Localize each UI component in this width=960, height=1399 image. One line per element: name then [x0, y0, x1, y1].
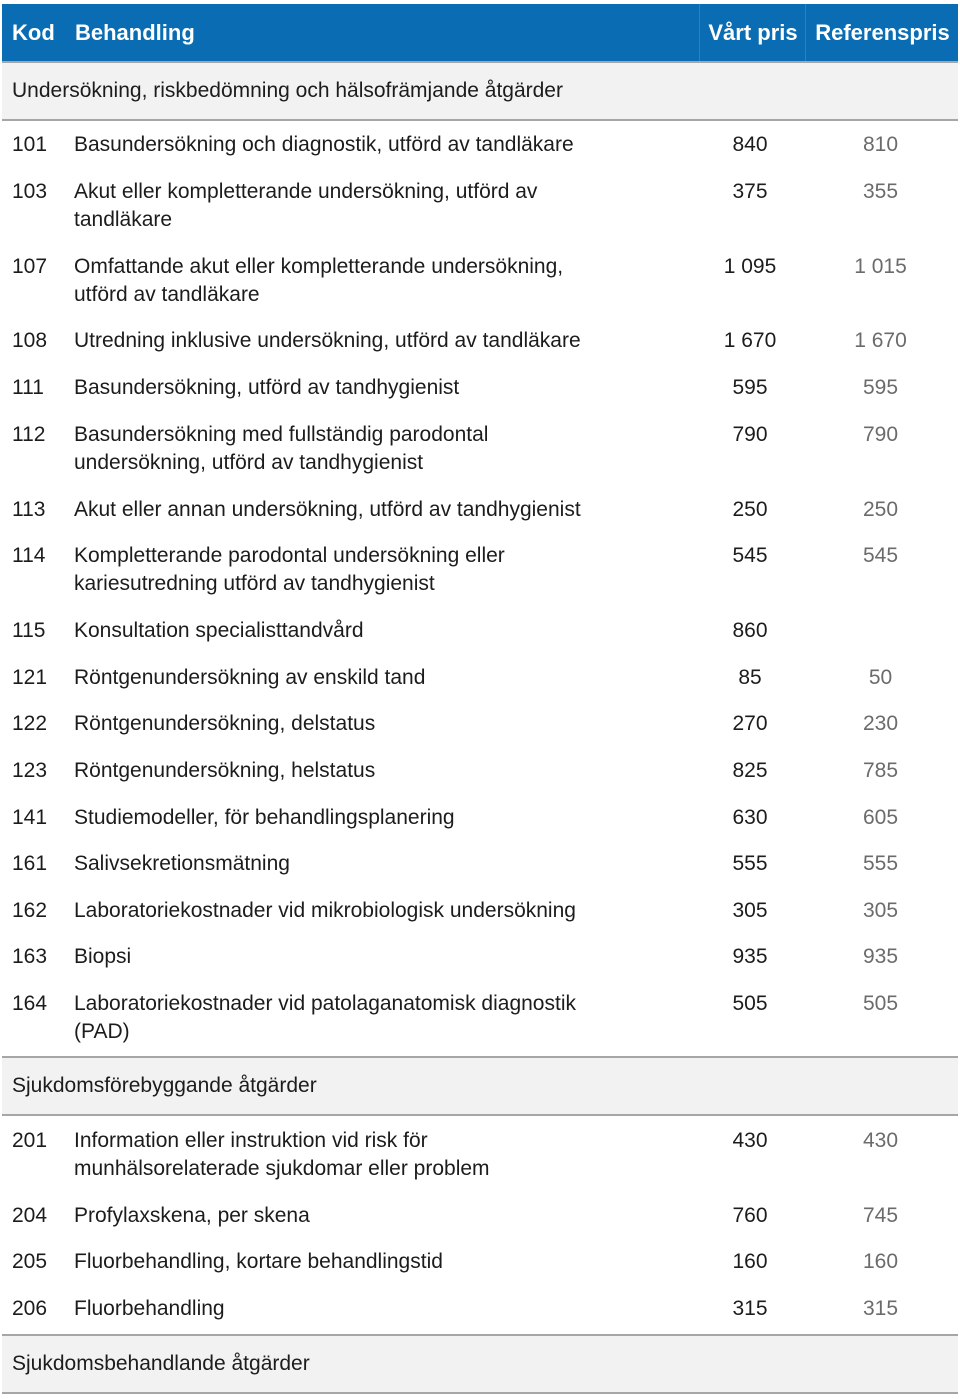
- section-header: [2, 1056, 958, 1116]
- row-description: Röntgenundersökning, helstatus: [74, 759, 376, 782]
- row-description: Konsultation specialisttandvård: [74, 619, 364, 642]
- row-price: 545: [732, 544, 768, 567]
- row-description: Biopsi: [74, 945, 132, 968]
- row-description: Utredning inklusive undersökning, utförd av tandläkare: [74, 329, 581, 352]
- row-price: 935: [732, 945, 768, 968]
- row-price: 840: [732, 133, 768, 156]
- row-code: 163: [12, 945, 48, 968]
- row-description: Profylaxskena, per skena: [74, 1204, 310, 1227]
- row-price: 270: [732, 712, 768, 735]
- row-description: Akut eller kompletterande undersökning, utförd av tandläkare: [74, 180, 538, 231]
- row-reference-price: 595: [862, 376, 899, 399]
- row-description: Röntgenundersökning, delstatus: [74, 712, 376, 735]
- row-price: 595: [732, 376, 768, 399]
- row-price: 860: [732, 619, 768, 642]
- row-price: 630: [732, 806, 768, 829]
- row-price: 825: [732, 759, 768, 782]
- row-reference-price: 785: [862, 759, 899, 782]
- row-reference-price: 505: [862, 992, 899, 1015]
- section-title: Sjukdomsbehandlande åtgärder: [12, 1352, 310, 1375]
- row-description: Basundersökning, utförd av tandhygienist: [74, 376, 460, 399]
- row-reference-price: 790: [862, 423, 899, 446]
- row-description: Fluorbehandling: [74, 1297, 225, 1320]
- row-reference-price: 605: [862, 806, 899, 829]
- section-title: Sjukdomsförebyggande åtgärder: [12, 1074, 317, 1097]
- row-description: Salivsekretionsmätning: [74, 852, 290, 875]
- row-code: 108: [12, 329, 48, 352]
- row-description: Laboratoriekostnader vid patolaganatomisk diagnostik (PAD): [74, 992, 576, 1043]
- row-price: 85: [738, 666, 762, 689]
- row-description: Röntgenundersökning av enskild tand: [74, 666, 426, 689]
- row-code: 141: [12, 806, 48, 829]
- row-reference-price: 315: [862, 1297, 899, 1320]
- section-header: [2, 61, 958, 121]
- row-code: 122: [12, 712, 48, 735]
- row-reference-price: 230: [862, 712, 899, 735]
- row-code: 161: [12, 852, 48, 875]
- row-reference-price: 160: [862, 1250, 899, 1273]
- table-header: [2, 4, 958, 61]
- row-code: 115: [12, 619, 46, 642]
- row-code: 164: [12, 992, 48, 1015]
- row-code: 162: [12, 899, 48, 922]
- row-code: 103: [12, 180, 48, 203]
- row-code: 114: [12, 544, 46, 567]
- row-description: Fluorbehandling, kortare behandlingstid: [74, 1250, 443, 1273]
- row-price: 160: [732, 1250, 768, 1273]
- row-reference-price: 50: [868, 666, 893, 689]
- row-price: 1 095: [723, 255, 777, 278]
- row-price: 375: [732, 180, 768, 203]
- header-price: Vårt pris: [699, 4, 806, 61]
- row-description: Basundersökning med fullständig parodontal undersökning, utförd av tandhygienist: [74, 423, 489, 474]
- row-code: 112: [12, 423, 46, 446]
- row-code: 107: [12, 255, 48, 278]
- row-description: Omfattande akut eller kompletterande undersökning, utförd av tandläkare: [74, 255, 564, 306]
- row-reference-price: 810: [862, 133, 899, 156]
- row-reference-price: 430: [862, 1129, 899, 1152]
- row-code: 123: [12, 759, 48, 782]
- row-price: 250: [732, 498, 768, 521]
- row-price: 505: [732, 992, 768, 1015]
- row-reference-price: 545: [862, 544, 899, 567]
- row-description: Information eller instruktion vid risk för munhälsorelaterade sjukdomar eller problem: [74, 1129, 490, 1180]
- header-reference-price: Referenspris: [805, 4, 959, 61]
- row-price: 760: [732, 1204, 768, 1227]
- row-code: 205: [12, 1250, 48, 1273]
- section-header: [2, 1334, 958, 1394]
- row-reference-price: 250: [862, 498, 899, 521]
- row-reference-price: 745: [862, 1204, 899, 1227]
- row-price: 1 670: [723, 329, 777, 352]
- row-code: 121: [12, 666, 48, 689]
- row-description: Akut eller annan undersökning, utförd av tandhygienist: [74, 498, 581, 521]
- row-price: 430: [732, 1129, 768, 1152]
- row-reference-price: 305: [862, 899, 899, 922]
- row-reference-price: 1 670: [854, 329, 907, 352]
- row-code: 206: [12, 1297, 48, 1320]
- row-price: 305: [732, 899, 768, 922]
- row-reference-price: 555: [862, 852, 899, 875]
- row-code: 204: [12, 1204, 48, 1227]
- row-price: 555: [732, 852, 768, 875]
- row-description: Kompletterande parodontal undersökning eller kariesutredning utförd av tandhygienist: [74, 544, 505, 595]
- row-code: 111: [12, 376, 44, 399]
- row-price: 315: [732, 1297, 768, 1320]
- section-title: Undersökning, riskbedömning och hälsofrämjande åtgärder: [12, 79, 563, 102]
- row-reference-price: 1 015: [854, 255, 907, 278]
- row-description: Studiemodeller, för behandlingsplanering: [74, 806, 455, 829]
- row-reference-price: 935: [862, 945, 899, 968]
- row-price: 790: [732, 423, 768, 446]
- row-description: Laboratoriekostnader vid mikrobiologisk undersökning: [74, 899, 576, 922]
- header-code: Kod: [12, 19, 55, 45]
- row-description: Basundersökning och diagnostik, utförd av tandläkare: [74, 133, 574, 156]
- row-reference-price: 355: [862, 180, 899, 203]
- row-code: 101: [12, 133, 48, 156]
- header-treatment: Behandling: [75, 19, 195, 45]
- row-code: 201: [12, 1129, 48, 1152]
- row-code: 113: [12, 498, 46, 521]
